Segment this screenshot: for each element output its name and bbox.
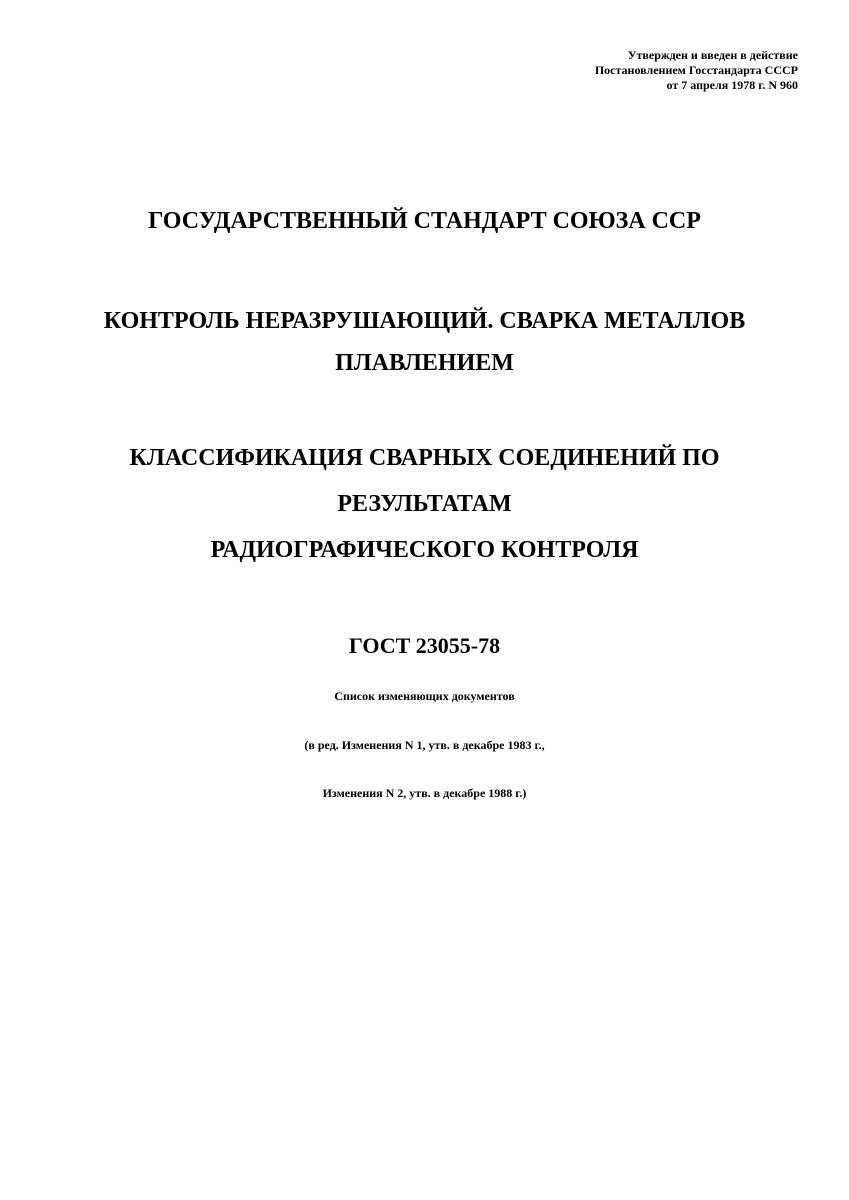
- subtitle-line-3: РАДИОГРАФИЧЕСКОГО КОНТРОЛЯ: [210, 537, 639, 563]
- title-line-2: ПЛАВЛЕНИЕМ: [335, 350, 514, 376]
- amendments-heading: Список изменяющих документов: [334, 689, 515, 703]
- amendment-line-2: Изменения N 2, утв. в декабре 1988 г.): [322, 786, 527, 800]
- state-standard-heading: ГОСУДАРСТВЕННЫЙ СТАНДАРТ СОЮЗА ССР: [148, 208, 701, 234]
- approval-line-1: Утвержден и введен в действие: [627, 48, 798, 62]
- approval-block: [595, 48, 798, 93]
- approval-line-3: от 7 апреля 1978 г. N 960: [666, 78, 798, 92]
- subtitle-line-1: КЛАССИФИКАЦИЯ СВАРНЫХ СОЕДИНЕНИЙ ПО: [129, 445, 720, 471]
- gost-number: ГОСТ 23055-78: [348, 633, 501, 658]
- title-line-1: КОНТРОЛЬ НЕРАЗРУШАЮЩИЙ. СВАРКА МЕТАЛЛОВ: [103, 308, 746, 334]
- subtitle-line-2: РЕЗУЛЬТАТАМ: [337, 491, 512, 517]
- approval-line-2: Постановлением Госстандарта СССР: [594, 63, 798, 77]
- amendment-line-1: (в ред. Изменения N 1, утв. в декабре 1983 г.,: [304, 738, 545, 752]
